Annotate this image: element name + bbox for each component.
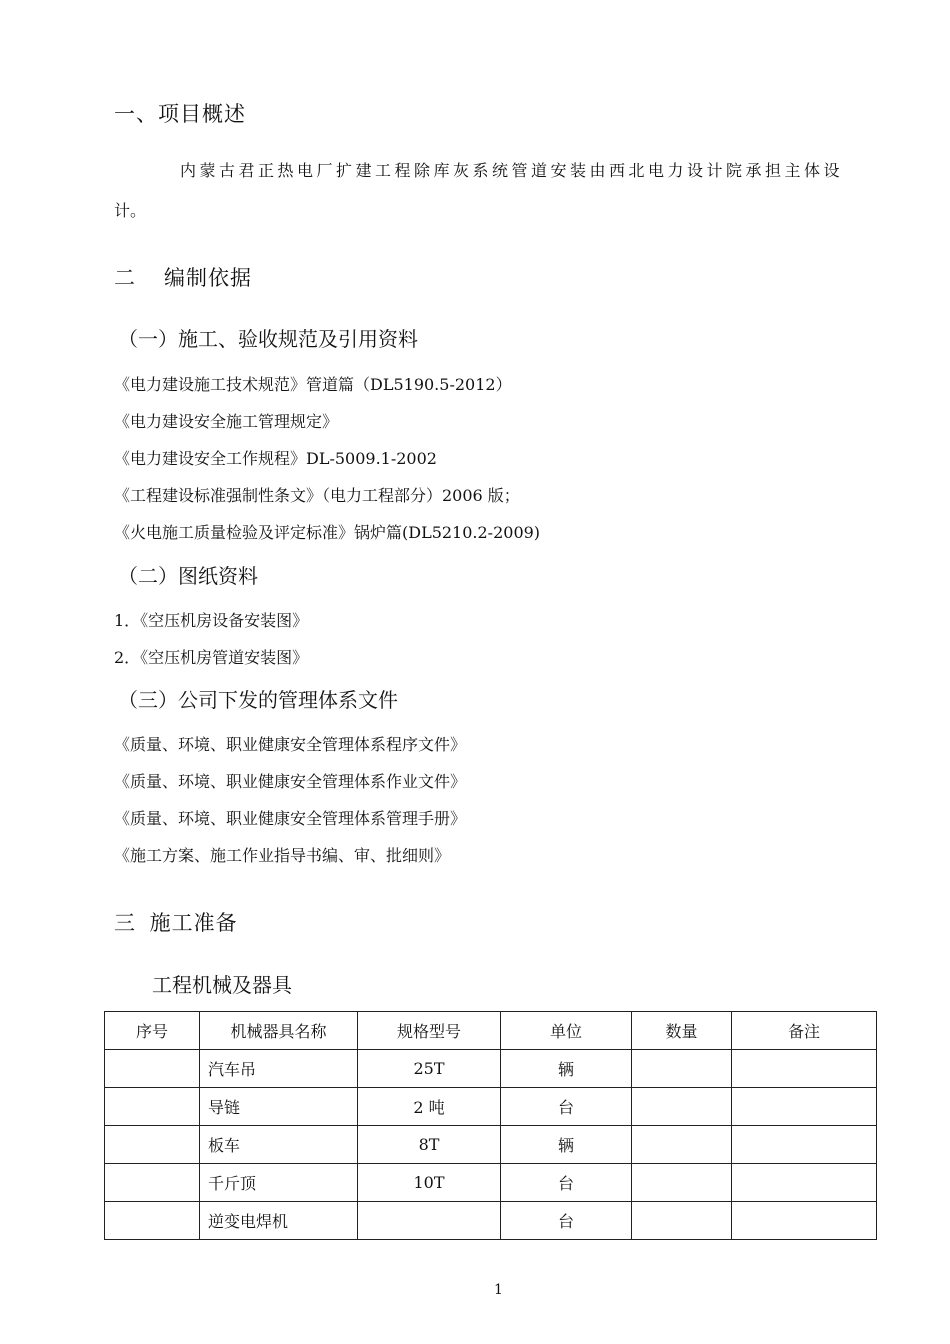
- section-1-title: 一、项目概述: [114, 102, 246, 126]
- table-row: [105, 1164, 877, 1202]
- section-1-paragraph-line-2: 计。: [114, 201, 147, 220]
- management-document-item: 《质量、环境、职业健康安全管理体系管理手册》: [114, 809, 467, 828]
- cell-name: 千斤顶: [200, 1164, 358, 1202]
- column-header-remarks: 备注: [732, 1012, 877, 1050]
- cell-unit: 台: [501, 1088, 632, 1126]
- management-document-item: 《质量、环境、职业健康安全管理体系作业文件》: [114, 772, 467, 791]
- cell-remarks: [732, 1164, 877, 1202]
- column-header-unit: 单位: [501, 1012, 632, 1050]
- cell-name: 逆变电焊机: [200, 1202, 358, 1240]
- cell-remarks: [732, 1202, 877, 1240]
- management-document-item: 《施工方案、施工作业指导书编、审、批细则》: [114, 846, 451, 865]
- cell-unit: 台: [501, 1202, 632, 1240]
- cell-index: [105, 1164, 200, 1202]
- column-header-spec: 规格型号: [358, 1012, 501, 1050]
- management-document-item: 《质量、环境、职业健康安全管理体系程序文件》: [114, 735, 467, 754]
- drawing-item: 2．《空压机房管道安装图》: [114, 648, 309, 667]
- cell-index: [105, 1202, 200, 1240]
- table-row: [105, 1050, 877, 1088]
- section-2-title: 编制依据: [164, 266, 252, 290]
- section-3-title: 三 施工准备: [114, 911, 238, 935]
- cell-spec: 10T: [358, 1164, 501, 1202]
- equipment-table: [104, 1011, 877, 1240]
- cell-spec: 2 吨: [358, 1088, 501, 1126]
- cell-quantity: [632, 1050, 732, 1088]
- cell-quantity: [632, 1088, 732, 1126]
- table-row: [105, 1088, 877, 1126]
- section-1-paragraph-line-1: 内蒙古君正热电厂扩建工程除库灰系统管道安装由西北电力设计院承担主体设: [180, 161, 844, 180]
- cell-quantity: [632, 1202, 732, 1240]
- reference-item: 《电力建设施工技术规范》管道篇（DL5190.5-2012）: [114, 375, 512, 394]
- cell-index: [105, 1088, 200, 1126]
- cell-index: [105, 1126, 200, 1164]
- equipment-heading: 工程机械及器具: [152, 973, 292, 997]
- cell-remarks: [732, 1088, 877, 1126]
- reference-item: 《火电施工质量检验及评定标准》锅炉篇(DL5210.2-2009): [114, 523, 541, 542]
- cell-name: 汽车吊: [200, 1050, 358, 1088]
- reference-item: 《工程建设标准强制性条文》（电力工程部分）2006 版；: [114, 486, 520, 505]
- cell-index: [105, 1050, 200, 1088]
- column-header-quantity: 数量: [632, 1012, 732, 1050]
- cell-spec: [358, 1202, 501, 1240]
- subsection-1-title: （一）施工、验收规范及引用资料: [118, 327, 418, 351]
- cell-remarks: [732, 1126, 877, 1164]
- subsection-2-title: （二）图纸资料: [118, 564, 258, 588]
- cell-name: 板车: [200, 1126, 358, 1164]
- column-header-name: 机械器具名称: [200, 1012, 358, 1050]
- table-row: [105, 1126, 877, 1164]
- cell-unit: 台: [501, 1164, 632, 1202]
- reference-item: 《电力建设安全工作规程》DL-5009.1-2002: [114, 449, 437, 468]
- cell-spec: 8T: [358, 1126, 501, 1164]
- cell-remarks: [732, 1050, 877, 1088]
- page-number: 1: [494, 1282, 503, 1298]
- cell-quantity: [632, 1164, 732, 1202]
- subsection-3-title: （三）公司下发的管理体系文件: [118, 688, 398, 712]
- cell-unit: 辆: [501, 1050, 632, 1088]
- section-2-number: 二: [114, 266, 136, 290]
- cell-name: 导链: [200, 1088, 358, 1126]
- cell-spec: 25T: [358, 1050, 501, 1088]
- table-header-row: [105, 1012, 877, 1050]
- reference-item: 《电力建设安全施工管理规定》: [114, 412, 339, 431]
- table-row: [105, 1202, 877, 1240]
- cell-quantity: [632, 1126, 732, 1164]
- cell-unit: 辆: [501, 1126, 632, 1164]
- column-header-index: 序号: [105, 1012, 200, 1050]
- drawing-item: 1．《空压机房设备安装图》: [114, 611, 309, 630]
